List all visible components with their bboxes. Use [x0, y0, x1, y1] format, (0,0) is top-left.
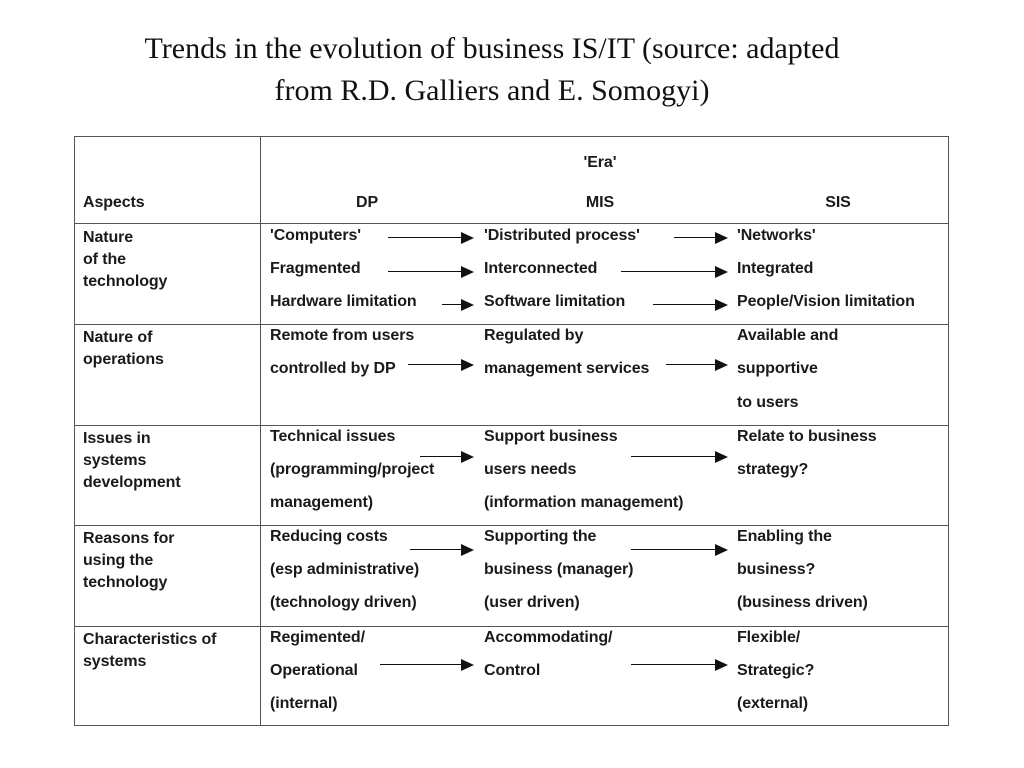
- aspect-issues-in-development: [83, 428, 181, 494]
- sis-cell-text: Enabling the: [737, 528, 832, 545]
- dp-cell-text: Technical issues: [270, 428, 396, 445]
- aspect-line: using the: [83, 552, 154, 569]
- row-divider: [75, 626, 948, 627]
- dp-cell-text: Hardware limitation: [270, 293, 417, 310]
- mis-cell-text: Control: [484, 662, 541, 679]
- sis-cell-text: supportive: [737, 360, 818, 377]
- sis-cell-text: People/Vision limitation: [737, 293, 915, 310]
- column-header-sis: SIS: [825, 194, 851, 211]
- arrow-right-icon: [442, 299, 474, 311]
- aspect-characteristics: [83, 629, 216, 673]
- sis-cell-text: Available and: [737, 327, 839, 344]
- row-divider: [75, 425, 948, 426]
- aspect-line: Reasons for: [83, 530, 175, 547]
- sis-cell-text: (external): [737, 695, 809, 712]
- dp-cell-text: Reducing costs: [270, 528, 388, 545]
- sis-cell-text: business?: [737, 561, 816, 578]
- dp-cell-text: Operational: [270, 662, 358, 679]
- dp-cell-text: management): [270, 494, 373, 511]
- dp-cell-text: (technology driven): [270, 594, 417, 611]
- arrow-right-icon: [408, 359, 474, 371]
- sis-cell-text: Flexible/: [737, 629, 801, 646]
- aspect-line: Issues in: [83, 430, 151, 447]
- mis-cell-text: Support business: [484, 428, 618, 445]
- mis-cell-text: (user driven): [484, 594, 580, 611]
- dp-cell-text: Regimented/: [270, 629, 365, 646]
- mis-cell-text: users needs: [484, 461, 577, 478]
- header-divider: [75, 223, 948, 224]
- dp-cell-text: (programming/project: [270, 461, 435, 478]
- arrow-right-icon: [420, 451, 474, 463]
- sis-cell-text: 'Networks': [737, 227, 816, 244]
- arrow-right-icon: [621, 266, 728, 278]
- arrow-right-icon: [388, 232, 474, 244]
- aspect-column-divider: [260, 137, 261, 725]
- mis-cell-text: Regulated by: [484, 327, 584, 344]
- column-header-dp: DP: [355, 194, 379, 211]
- sis-cell-text: Integrated: [737, 260, 814, 277]
- mis-cell-text: (information management): [484, 494, 684, 511]
- arrow-right-icon: [631, 659, 728, 671]
- aspect-line: Nature: [83, 229, 134, 246]
- dp-cell-text: (esp administrative): [270, 561, 420, 578]
- dp-cell-text: controlled by DP: [270, 360, 396, 377]
- sis-cell-text: strategy?: [737, 461, 809, 478]
- dp-cell-text: Remote from users: [270, 327, 415, 344]
- aspect-line: of the: [83, 251, 126, 268]
- dp-cell-text: 'Computers': [270, 227, 361, 244]
- mis-cell-text: Accommodating/: [484, 629, 613, 646]
- aspect-line: systems: [83, 653, 147, 670]
- aspect-line: technology: [83, 273, 168, 290]
- dp-cell-text: Fragmented: [270, 260, 361, 277]
- arrow-right-icon: [631, 544, 728, 556]
- aspect-line: systems: [83, 452, 147, 469]
- mis-cell-text: Interconnected: [484, 260, 598, 277]
- arrow-right-icon: [631, 451, 728, 463]
- mis-cell-text: Supporting the: [484, 528, 597, 545]
- sis-cell-text: (business driven): [737, 594, 868, 611]
- row-divider: [75, 324, 948, 325]
- row-divider: [75, 525, 948, 526]
- dp-cell-text: (internal): [270, 695, 338, 712]
- title-line-1: Trends in the evolution of business IS/IT (source: adapted: [144, 32, 840, 65]
- aspect-nature-of-technology: [83, 227, 167, 293]
- aspect-nature-of-operations: [83, 327, 164, 371]
- arrow-right-icon: [388, 266, 474, 278]
- mis-cell-text: business (manager): [484, 561, 634, 578]
- era-comparison-table: [74, 136, 949, 726]
- aspect-line: operations: [83, 351, 164, 368]
- arrow-right-icon: [653, 299, 728, 311]
- aspect-line: Characteristics of: [83, 631, 217, 648]
- mis-cell-text: management services: [484, 360, 650, 377]
- arrow-right-icon: [410, 544, 474, 556]
- sis-cell-text: Strategic?: [737, 662, 815, 679]
- arrow-right-icon: [380, 659, 474, 671]
- aspect-line: development: [83, 474, 181, 491]
- aspects-header: Aspects: [83, 194, 145, 211]
- era-header: 'Era': [583, 154, 617, 171]
- aspect-reasons-for-use: [83, 528, 174, 594]
- arrow-right-icon: [666, 359, 728, 371]
- column-header-mis: MIS: [585, 194, 615, 211]
- arrow-right-icon: [674, 232, 728, 244]
- mis-cell-text: Software limitation: [484, 293, 626, 310]
- slide-title: [60, 28, 924, 112]
- title-line-2: from R.D. Galliers and E. Somogyi): [274, 74, 710, 107]
- mis-cell-text: 'Distributed process': [484, 227, 640, 244]
- sis-cell-text: to users: [737, 394, 799, 411]
- sis-cell-text: Relate to business: [737, 428, 877, 445]
- aspect-line: Nature of: [83, 329, 153, 346]
- aspect-line: technology: [83, 574, 168, 591]
